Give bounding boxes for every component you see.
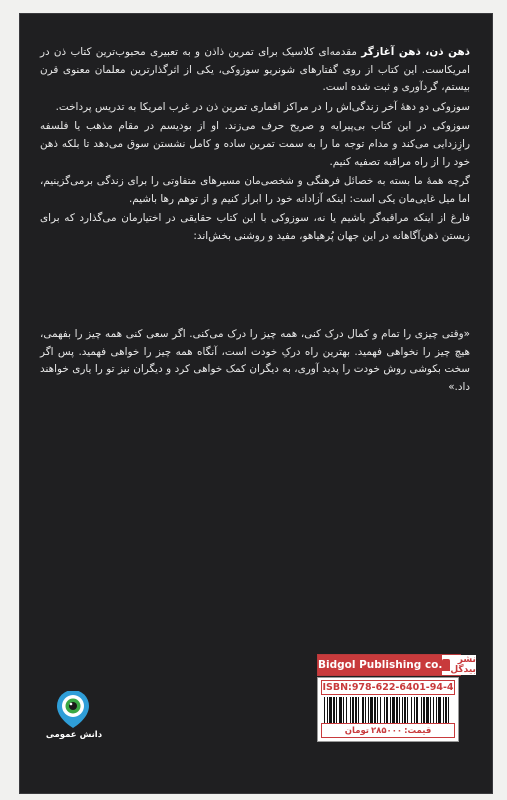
price-value: ۲۸۵۰۰۰ (370, 725, 403, 736)
quote-text: «وقتی چیزی را تمام و کمال درک کنی، همه چیز را درک می‌کنی. اگر سعی کنی همه چیز را بفهمی، هیچ چیز را نخواهی فهمید. بهترین راه درکِ خودت است، آنگاه همه چیز را خواهی فهمید. پس اگر سخت بکوشی روش خودت را پدید آوری، به دیگران کمک خواهی کرد و دیگران نیز تو را یاری خواهند داد.» (40, 328, 470, 393)
intro-paragraph (40, 44, 470, 97)
paragraph-5: فارغ از اینکه مراقبه‌گر باشیم یا نه، سوزوکی با این کتاب حقایقی در اختیارمان می‌گذارد که برای زیستن ذهن‌آگاهانه در این جهان پُرهیاهو، مفید و روشنی بخش‌اند: (40, 212, 470, 242)
publisher-name-en: Bidgol Publishing co. (318, 655, 442, 675)
publisher-logo-icon (442, 655, 450, 675)
isbn-text: ISBN:978-622-6401-94-4 (322, 682, 454, 693)
publisher-badge (317, 654, 476, 676)
barcode-icon (324, 697, 452, 723)
intro-text: مقدمه‌ای کلاسیک برای تمرین ذاذن و به تعبیری محبوب‌ترین کتاب ذن در امریکاست. این کتاب از روی گفتارهای شونریو سوزوکی، یکی از اثرگذارترین معلمان معنوی قرن بیستم، گردآوری و ثبت شده است. (40, 46, 470, 94)
quote-block (40, 326, 470, 398)
price-tag (321, 723, 455, 738)
paragraph-4: گرچه همۀ ما بسته به خصائل فرهنگی و شخصی‌مان مسیرهای متفاوتی را برای زندگی برمی‌گزینیم، اما میل غایی‌مان یکی است: اینکه آزادانه خود را ابراز کنیم و از توهم رها باشیم. (40, 175, 470, 205)
series-label: دانش عمومی (45, 730, 103, 740)
book-title: ذهن ذن، ذهن آغازگر (361, 46, 470, 58)
price-unit: تومان (344, 725, 369, 736)
paragraph-2: سوزوکی دو دهۀ آخر زندگی‌اش را در مراکز اقماری تمرین ذن در غرب امریکا به تدریس پرداخت. (55, 100, 470, 113)
eye-logo-icon (56, 691, 90, 729)
price-label: قیمت: (404, 725, 432, 736)
publisher-name-fa: نشر بیدگل (450, 655, 476, 675)
barcode-panel (317, 677, 459, 742)
blurb-text (40, 44, 470, 248)
paragraph-3: سوزوکی در این کتاب بی‌پیرایه و صریح حرف می‌زند. او از بودیسم در مقام مذهب یا فلسفه رازِزدایی می‌کند و مدام توجه ما را به سمت تمرین ساده و کامل نشستن سوق می‌دهد تا بلکه ذهن خود را از راه مراقبه تصفیه کنیم. (40, 120, 470, 168)
